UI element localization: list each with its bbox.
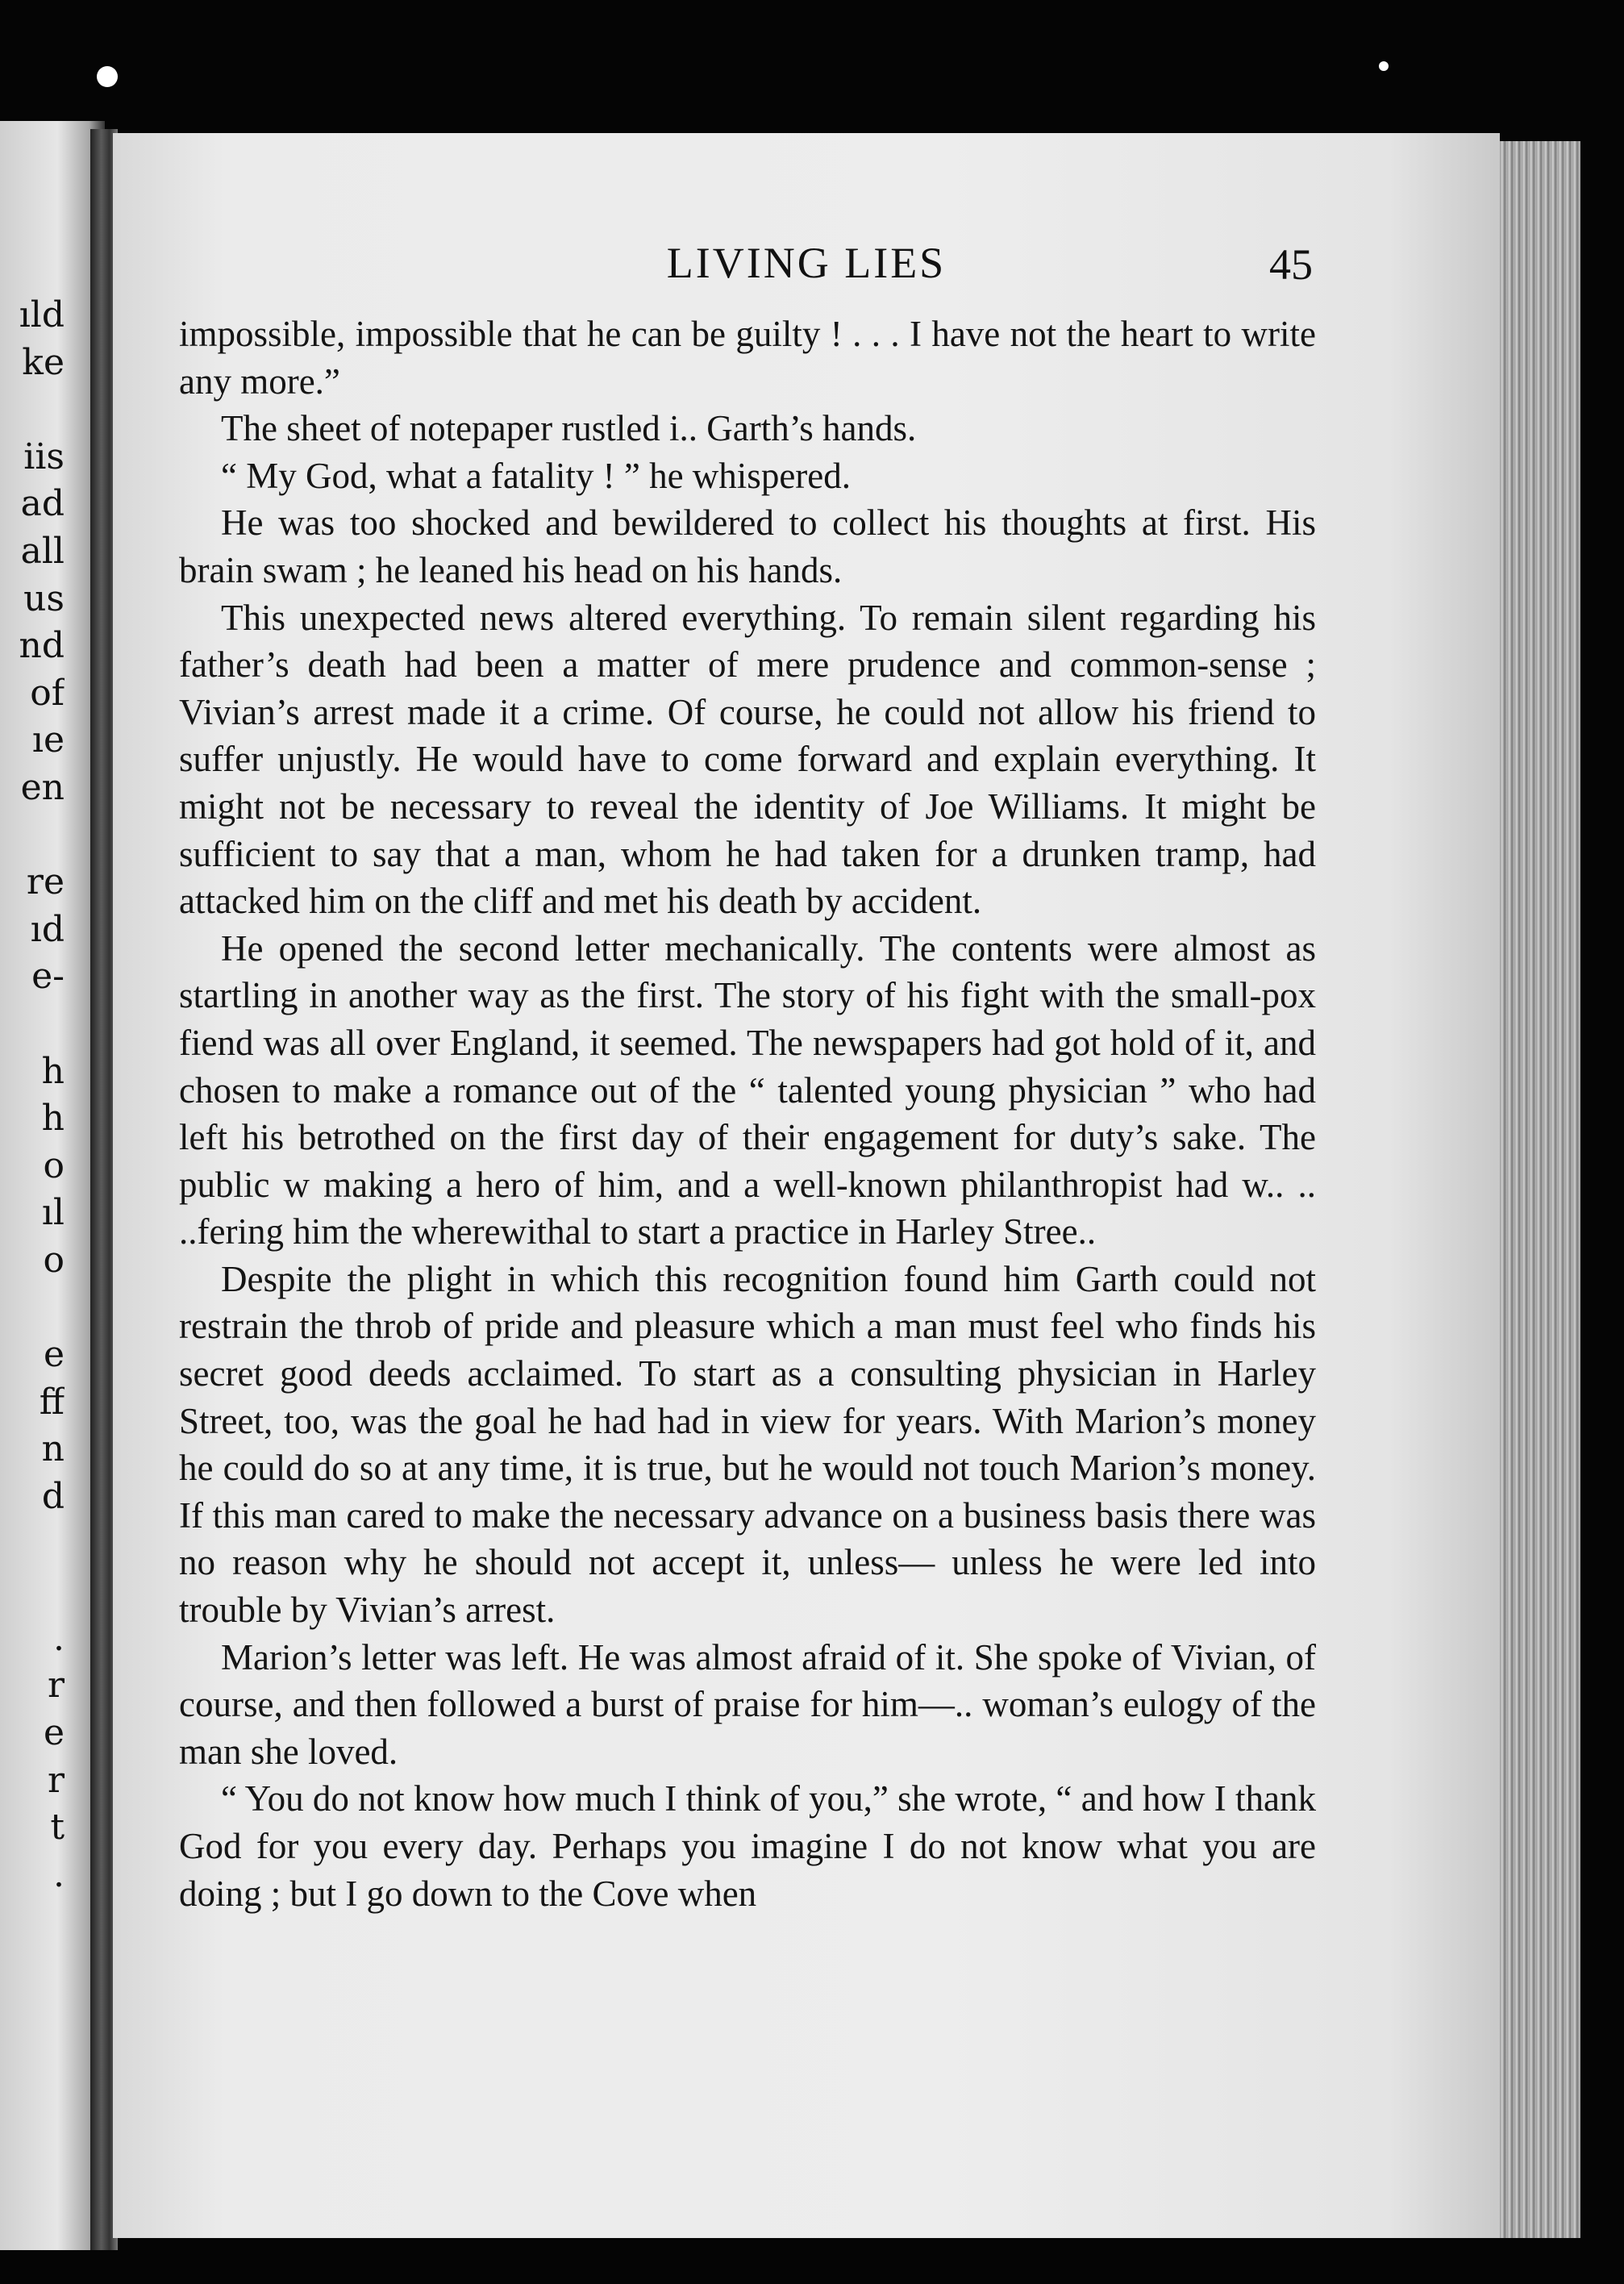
previous-page-fragment: ıld <box>19 294 65 336</box>
previous-page-fragment: e <box>43 1334 65 1376</box>
previous-page-fragment: iis <box>23 436 65 477</box>
paragraph: This unexpected news altered everything. To remain silent regarding his father’s death had been a matter of mere prudence and common-sense ; Vivian’s arrest made it a crime. Of course, he could not allow his friend to suffer unjustly. He would have to come forward and explain everything. It might not be necessary to reveal the identity of Joe Williams. It might be sufficient to say that a man, whom he had taken for a drunken tramp, had attacked him on the cliff and met his death by accident. <box>179 597 1316 922</box>
paragraph: He was too shocked and bewildered to collect his thoughts at first. His brain swam ; he leaned his head on his hands. <box>179 502 1316 590</box>
previous-page-fragment: e- <box>31 956 65 998</box>
previous-page-fragment: en <box>20 767 65 808</box>
previous-page-fragment: ıl <box>41 1192 65 1234</box>
previous-page-fragment: t <box>50 1807 65 1848</box>
previous-page <box>0 121 105 2250</box>
previous-page-fragment: o <box>43 1240 65 1281</box>
body-text <box>179 311 1316 1917</box>
page-number: 45 <box>1269 240 1313 289</box>
previous-page-fragment: ıd <box>30 908 65 950</box>
previous-page-fragment: r <box>47 1665 65 1707</box>
previous-page-fragment: us <box>23 577 65 619</box>
paragraph: He opened the second letter mechanically. The contents were almost as startling in another way as the first. The story of his fight with the small-pox fiend was all over England, it seemed. The newspapers had got hold of it, and chosen to make a romance out of the “ talented young physician ” who had left his betrothed on the first day of their engagement for duty’s sake. The public w making a hero of him, and a well-known philanthropist had w.. .. ..fering him the wherewithal to start a practice in Harley Stree.. <box>179 927 1316 1252</box>
running-title: LIVING LIES <box>666 239 947 287</box>
paragraph: The sheet of notepaper rustled i.. Garth’s hands. <box>221 408 917 449</box>
previous-page-fragment: r <box>47 1759 65 1801</box>
paragraph: Despite the plight in which this recognition found him Garth could not restrain the throb of pride and pleasure which a man must feel who finds his secret good deeds acclaimed. To start as a consulting physician in Harley Street, too, was the goal he had had in view for years. With Marion’s money he could do so at any time, it is true, but he would not touch Marion’s money. If this man cared to make the necessary advance on a business basis there was no reason why he should not accept it, unless— unless he were led into trouble by Vivian’s arrest. <box>179 1258 1316 1631</box>
paragraph: Marion’s letter was left. He was almost afraid of it. She spoke of Vivian, of course, and then followed a burst of praise for him—.. woman’s eulogy of the man she loved. <box>179 1636 1316 1772</box>
previous-page-fragment: . <box>53 1617 65 1659</box>
previous-page-fragment: n <box>41 1428 65 1470</box>
previous-page-fragment: of <box>30 672 65 714</box>
paragraph: “ You do not know how much I think of you,” she wrote, “ and how I thank God for you every day. Perhaps you imagine I do not know what you are doing ; but I go down to the Cove when <box>179 1778 1316 1914</box>
previous-page-fragment: o <box>43 1144 65 1186</box>
previous-page-fragment: re <box>26 861 65 903</box>
previous-page-fragment: ff <box>39 1381 65 1423</box>
page-header <box>113 238 1500 302</box>
previous-page-fragment: h <box>41 1050 65 1092</box>
previous-page-fragment: all <box>20 531 65 572</box>
paragraph: “ My God, what a fatality ! ” he whispered. <box>221 455 851 496</box>
film-speck <box>1379 61 1389 71</box>
previous-page-fragment: ıe <box>31 719 65 761</box>
previous-page-fragment: h <box>41 1098 65 1140</box>
previous-page-fragment: d <box>41 1476 65 1517</box>
page-edges <box>1500 141 1580 2238</box>
previous-page-fragment: ad <box>20 483 65 525</box>
previous-page-fragment: ke <box>22 341 65 383</box>
previous-page-fragment: nd <box>19 625 65 667</box>
film-speck <box>97 66 118 87</box>
previous-page-fragment: e <box>43 1712 65 1753</box>
previous-page-fragment: . <box>53 1853 65 1895</box>
paragraph: impossible, impossible that he can be guilty ! . . . I have not the heart to write any more.” <box>179 314 1316 402</box>
